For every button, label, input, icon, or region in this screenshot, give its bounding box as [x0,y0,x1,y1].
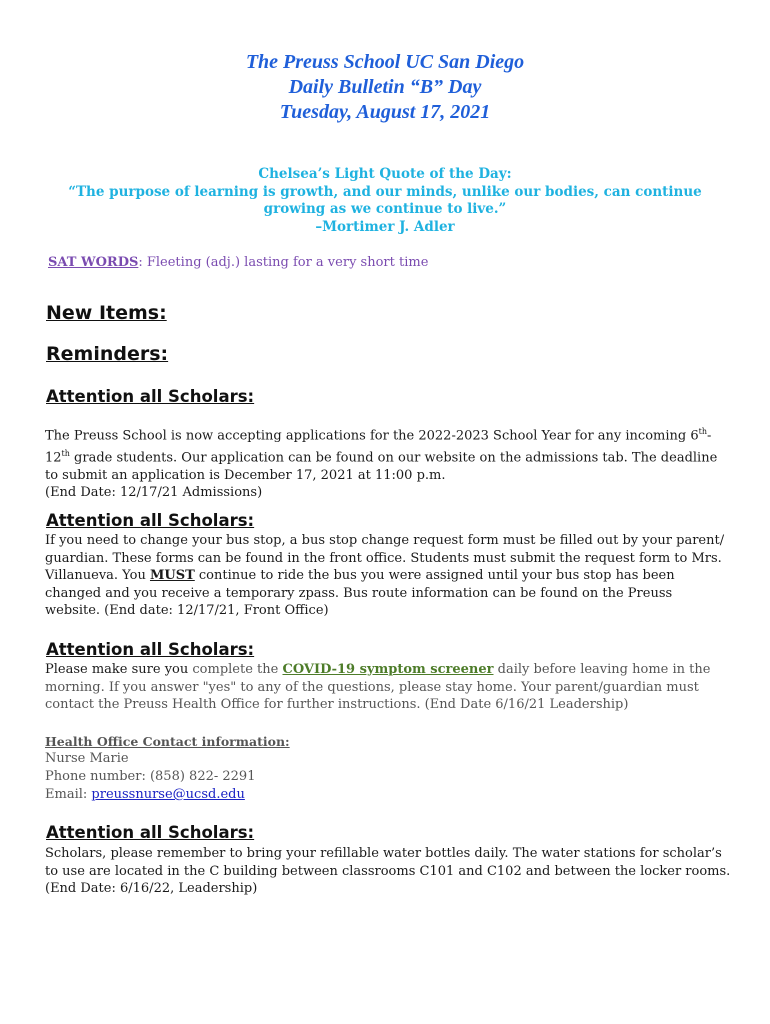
quote-title: Chelsea’s Light Quote of the Day: [258,166,512,182]
must-emphasis: MUST [149,568,195,583]
bulletin-header [0,50,770,125]
item4-body [45,845,735,898]
item3-text: daily before leaving home in the [493,662,711,677]
item3-line-2: morning. If you answer "yes" to any of the questions, please stay home. Your parent/guardian must [45,679,699,695]
nurse-email-link[interactable]: preussnurse@ucsd.edu [91,787,245,802]
quote-line-2: growing as we continue to live.” [263,201,507,217]
nurse-phone: Phone number: (858) 822- 2291 [45,769,256,784]
quote-author: –Mortimer J. Adler [315,218,455,235]
item2-line-2: guardian. These forms can be found in the front office. Students must submit the request form to Mrs. [45,550,722,566]
item1-body [45,423,735,502]
item1-text: - [706,428,712,444]
item3-text: complete the [192,662,283,677]
bulletin-title: Daily Bulletin “B” Day [288,76,482,98]
new-items-heading: New Items: [46,302,167,324]
nurse-name: Nurse Marie [45,751,129,766]
item1-text: The Preuss School is now accepting applications for the 2022-2023 School Year for any incoming 6 [45,428,699,444]
school-name: The Preuss School UC San Diego [245,51,525,73]
item1-line-4: (End Date: 12/17/21 Admissions) [45,485,263,501]
health-contact-info [45,750,255,804]
sat-label: SAT WORDS [48,255,139,270]
item3-heading: Attention all Scholars: [46,640,255,659]
item3-body [45,661,735,714]
item4-heading: Attention all Scholars: [46,823,255,842]
item2-line-4: changed and you receive a temporary zpass. Bus route information can be found on the Preuss [45,585,673,601]
item1-text: 12 [45,450,62,466]
health-contact-heading: Health Office Contact information: [45,734,290,749]
bulletin-date: Tuesday, August 17, 2021 [279,101,491,123]
item4-line-2: to use are located in the C building between classrooms C101 and C102 and between the locker rooms. [45,863,731,879]
item2-line-1: If you need to change your bus stop, a bus stop change request form must be filled out by your parent/ [45,533,725,548]
item2-text: continue to ride the bus you were assigned until your bus stop has been [194,568,675,583]
nurse-email-row [45,786,255,804]
reminders-heading: Reminders: [46,343,169,365]
item1-line-2 [45,445,735,467]
item1-heading: Attention all Scholars: [46,387,255,406]
sat-word [48,255,428,270]
item1-sup: th [61,448,70,458]
item2-line-5: website. (End date: 12/17/21, Front Office) [45,603,329,618]
item1-line-1 [45,423,735,445]
item3-line-3: contact the Preuss Health Office for further instructions. (End Date 6/16/21 Leadership) [45,697,629,712]
quote-of-the-day [40,166,730,236]
item4-line-3: (End Date: 6/16/22, Leadership) [45,881,258,896]
item2-text: Villanueva. You [45,568,150,583]
item4-line-1: Scholars, please remember to bring your refillable water bottles daily. The water stations for scholar’s [45,846,722,861]
item3-line-1 [45,661,735,679]
item3-text: Please make sure you [45,662,193,677]
item1-sup: th [698,427,707,436]
email-label: Email: [45,787,92,802]
item2-body [45,532,735,620]
covid-screener-link[interactable]: COVID-19 symptom screener [282,662,494,677]
item2-line-3 [45,567,735,585]
item2-heading: Attention all Scholars: [46,511,255,530]
item1-line-3: to submit an application is December 17, 2021 at 11:00 p.m. [45,467,446,483]
quote-line-1: “The purpose of learning is growth, and our minds, unlike our bodies, can continue [68,183,702,200]
item1-text: grade students. Our application can be found on our website on the admissions tab. The deadline [69,450,718,466]
sat-definition: : Fleeting (adj.) lasting for a very short time [138,255,429,270]
